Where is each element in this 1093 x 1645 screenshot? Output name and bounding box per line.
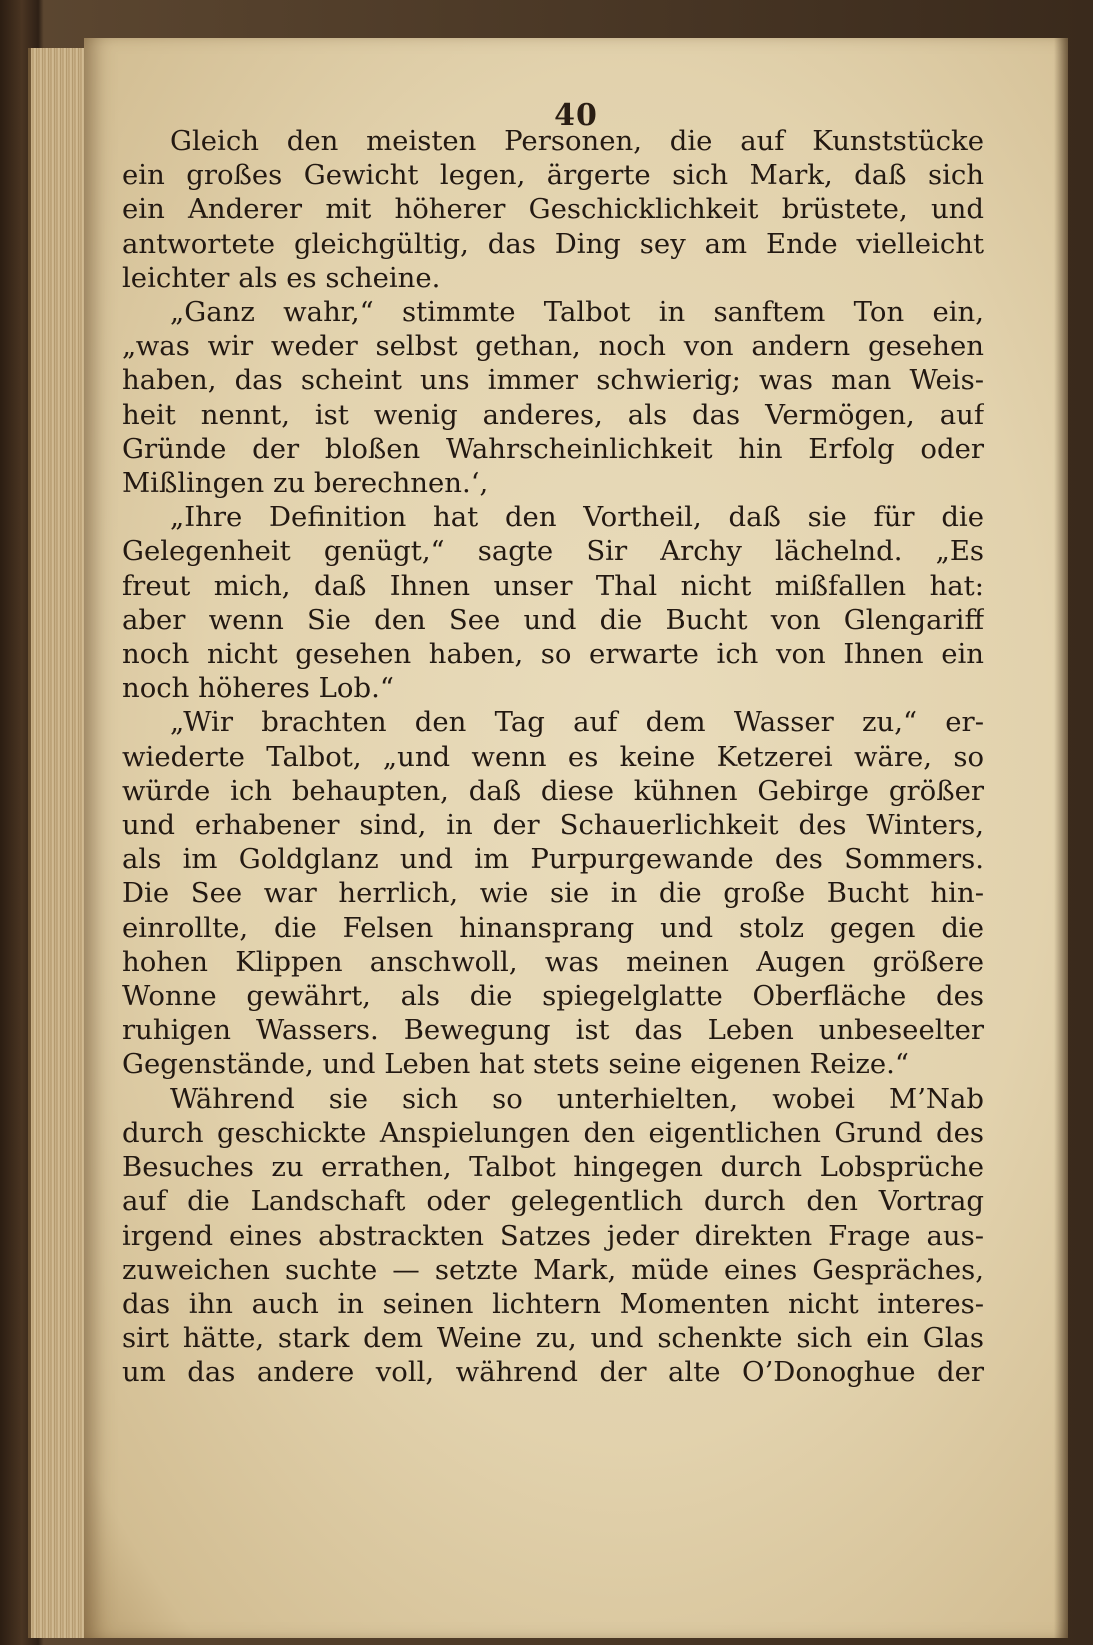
text-line: freut mich, daß Ihnen unser Thal nicht mißfallen hat: [122, 569, 984, 602]
page-gutter-shadow [1054, 38, 1068, 1638]
text-line: heit nennt, ist wenig anderes, als das Vermögen, auf [122, 398, 984, 431]
text-line: und erhabener sind, in der Schauerlichkeit des Winters, [122, 809, 984, 842]
text-line: noch nicht gesehen haben, so erwarte ich von Ihnen ein [122, 638, 984, 671]
text-line: Gleich den meisten Personen, die auf Kunststücke [170, 125, 984, 157]
text-line: Während sie sich so unterhielten, wobei M’Nab [170, 1082, 984, 1115]
text-line: Gründe der bloßen Wahrscheinlichkeit hin Erfolg oder [122, 432, 984, 465]
text-line: „was wir weder selbst gethan, noch von andern gesehen [122, 330, 984, 363]
text-line: leichter als es scheine. [122, 261, 441, 294]
text-line: als im Goldglanz und im Purpurgewande des Sommers. [122, 843, 984, 876]
text-line: „Wir brachten den Tag auf dem Wasser zu,“ er- [170, 706, 984, 739]
text-line: ein großes Gewicht legen, ärgerte sich Mark, daß sich [122, 159, 984, 192]
page-number: 40 [554, 98, 598, 133]
text-line: Mißlingen zu berechnen.‘, [122, 467, 489, 500]
text-line: „Ganz wahr,“ stimmte Talbot in sanftem Ton ein, [170, 296, 984, 329]
text-line: hohen Klippen anschwoll, was meinen Augen größere [122, 945, 984, 978]
text-line: antwortete gleichgültig, das Ding sey am Ende vielleicht [122, 227, 984, 260]
text-line: das ihn auch in seinen lichtern Momenten nicht interes- [122, 1287, 984, 1320]
text-line: ruhigen Wassers. Bewegung ist das Leben unbeseelter [122, 1014, 984, 1047]
text-line: irgend eines abstrackten Satzes jeder direkten Frage aus- [122, 1219, 984, 1252]
text-line: ein Anderer mit höherer Geschicklichkeit brüstete, und [122, 193, 984, 226]
text-line: Wonne gewährt, als die spiegelglatte Oberfläche des [122, 980, 984, 1013]
text-line: um das andere voll, während der alte O’Donoghue der [122, 1356, 984, 1389]
text-line: zuweichen suchte — setzte Mark, müde eines Gespräches, [122, 1253, 984, 1286]
text-line: sirt hätte, stark dem Weine zu, und schenkte sich ein Glas [122, 1322, 984, 1355]
text-line: haben, das scheint uns immer schwierig; was man Weis- [122, 364, 984, 397]
text-line: Die See war herrlich, wie sie in die große Bucht hin- [122, 877, 984, 910]
text-line: „Ihre Definition hat den Vortheil, daß sie für die [170, 501, 984, 534]
text-line: wiederte Talbot, „und wenn es keine Ketzerei wäre, so [122, 740, 984, 773]
text-line: einrollte, die Felsen hinansprang und stolz gegen die [122, 911, 984, 944]
text-line: Besuches zu errathen, Talbot hingegen durch Lobsprüche [122, 1151, 984, 1184]
text-line: würde ich behaupten, daß diese kühnen Gebirge größer [122, 774, 984, 807]
body-text [122, 124, 984, 1390]
text-line: noch höheres Lob.“ [122, 672, 394, 705]
text-line: auf die Landschaft oder gelegentlich durch den Vortrag [122, 1185, 984, 1218]
text-line: Gelegenheit genügt,“ sagte Sir Archy lächelnd. „Es [122, 535, 984, 568]
text-line: aber wenn Sie den See und die Bucht von Glengariff [122, 603, 984, 636]
text-line: Gegenstände, und Leben hat stets seine eigenen Reize.“ [122, 1048, 909, 1081]
text-line: durch geschickte Anspielungen den eigentlichen Grund des [122, 1116, 984, 1149]
